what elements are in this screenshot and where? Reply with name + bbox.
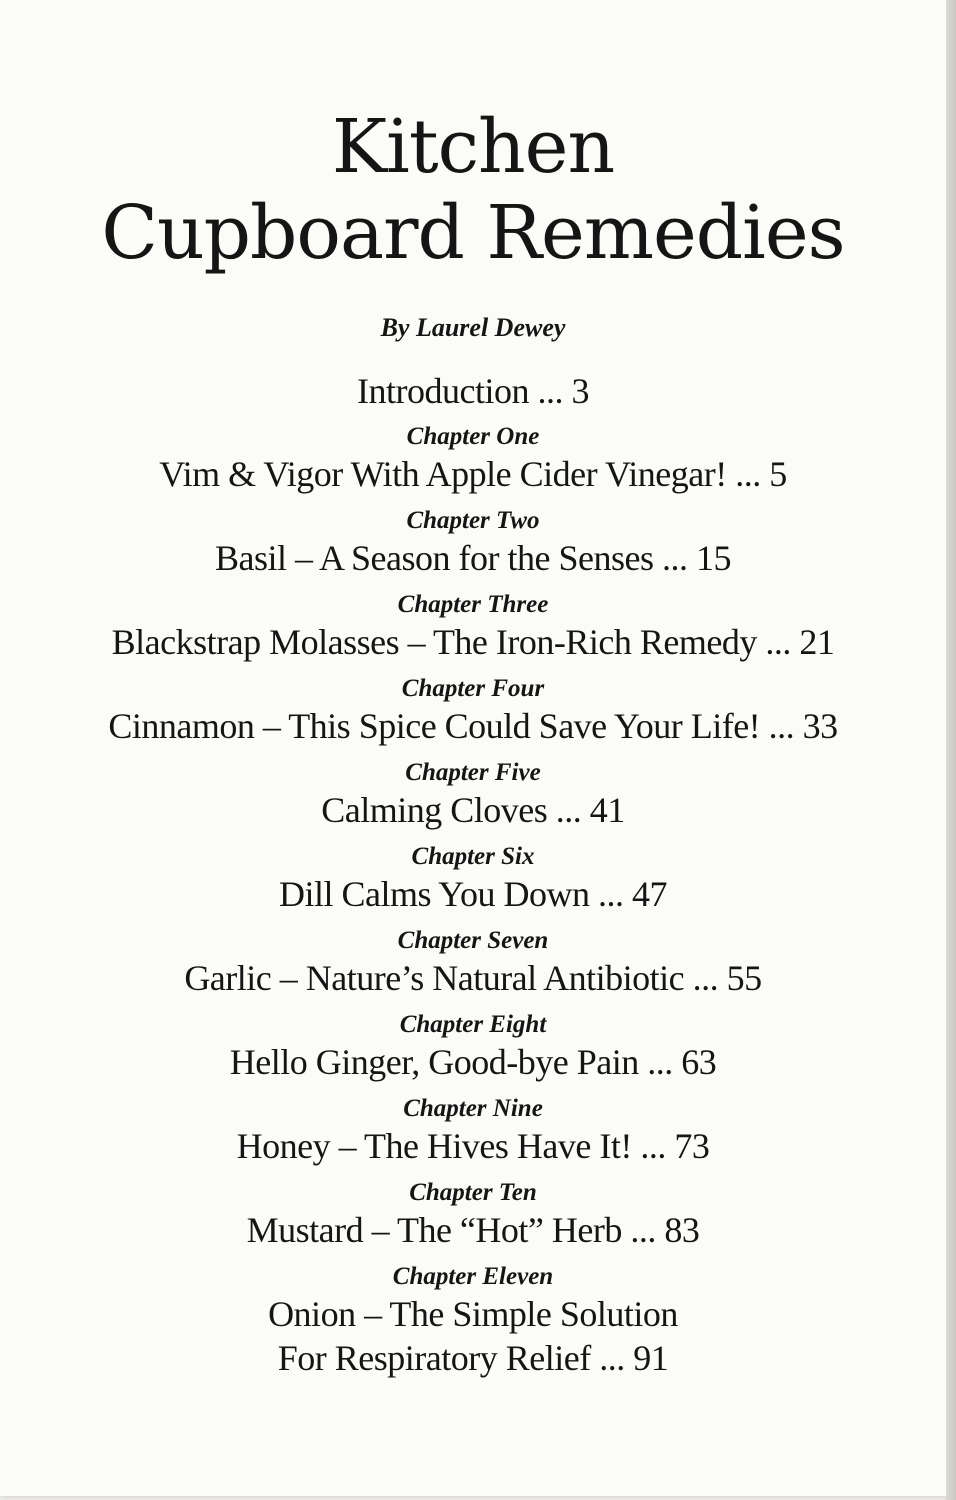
chapter-title-line-2: For Respiratory Relief ... 91 [277, 1338, 669, 1378]
chapter-entry-5 [0, 758, 946, 832]
chapter-entry-7 [0, 926, 946, 1000]
chapter-entry-11 [0, 1262, 946, 1380]
chapter-label: Chapter Eleven [392, 1263, 554, 1290]
chapter-entry-4 [0, 674, 946, 748]
page-edge [946, 0, 956, 1500]
chapter-label: Chapter Eight [399, 1011, 547, 1038]
chapter-title: Calming Cloves ... 41 [321, 790, 625, 830]
chapter-title: Hello Ginger, Good-bye Pain ... 63 [229, 1042, 717, 1082]
book-title-line-1: Kitchen [331, 104, 615, 190]
chapter-title: Dill Calms You Down ... 47 [278, 874, 668, 914]
book-title-line-2: Cupboard Remedies [101, 190, 845, 276]
chapter-title: Mustard – The “Hot” Herb ... 83 [246, 1210, 700, 1250]
chapter-title: Vim & Vigor With Apple Cider Vinegar! ... 5 [159, 454, 787, 494]
chapter-title: Basil – A Season for the Senses ... 15 [215, 538, 731, 578]
chapter-label: Chapter Nine [403, 1095, 543, 1122]
chapter-label: Chapter Six [411, 843, 535, 870]
introduction-entry: Introduction ... 3 [357, 371, 589, 411]
chapter-label: Chapter Ten [409, 1179, 537, 1206]
chapter-label: Chapter Five [405, 759, 541, 786]
chapter-title: Honey – The Hives Have It! ... 73 [236, 1126, 710, 1166]
chapter-entry-9 [0, 1094, 946, 1168]
chapter-entry-1 [0, 422, 946, 496]
chapter-title: Onion – The Simple Solution [268, 1294, 678, 1334]
chapter-entry-6 [0, 842, 946, 916]
chapter-entry-2 [0, 506, 946, 580]
chapter-entry-3 [0, 590, 946, 664]
chapter-label: Chapter Four [401, 675, 545, 702]
book-author: By Laurel Dewey [380, 313, 566, 342]
chapter-title: Garlic – Nature’s Natural Antibiotic ... 55 [184, 958, 762, 998]
chapter-title: Blackstrap Molasses – The Iron-Rich Remedy ... 21 [111, 622, 835, 662]
chapter-entry-8 [0, 1010, 946, 1084]
chapter-label: Chapter Two [406, 507, 540, 534]
chapter-label: Chapter Three [397, 591, 549, 618]
chapter-entry-10 [0, 1178, 946, 1252]
chapter-label: Chapter Seven [397, 927, 549, 954]
chapter-label: Chapter One [406, 423, 540, 450]
chapter-title: Cinnamon – This Spice Could Save Your Life! ... 33 [108, 706, 838, 746]
